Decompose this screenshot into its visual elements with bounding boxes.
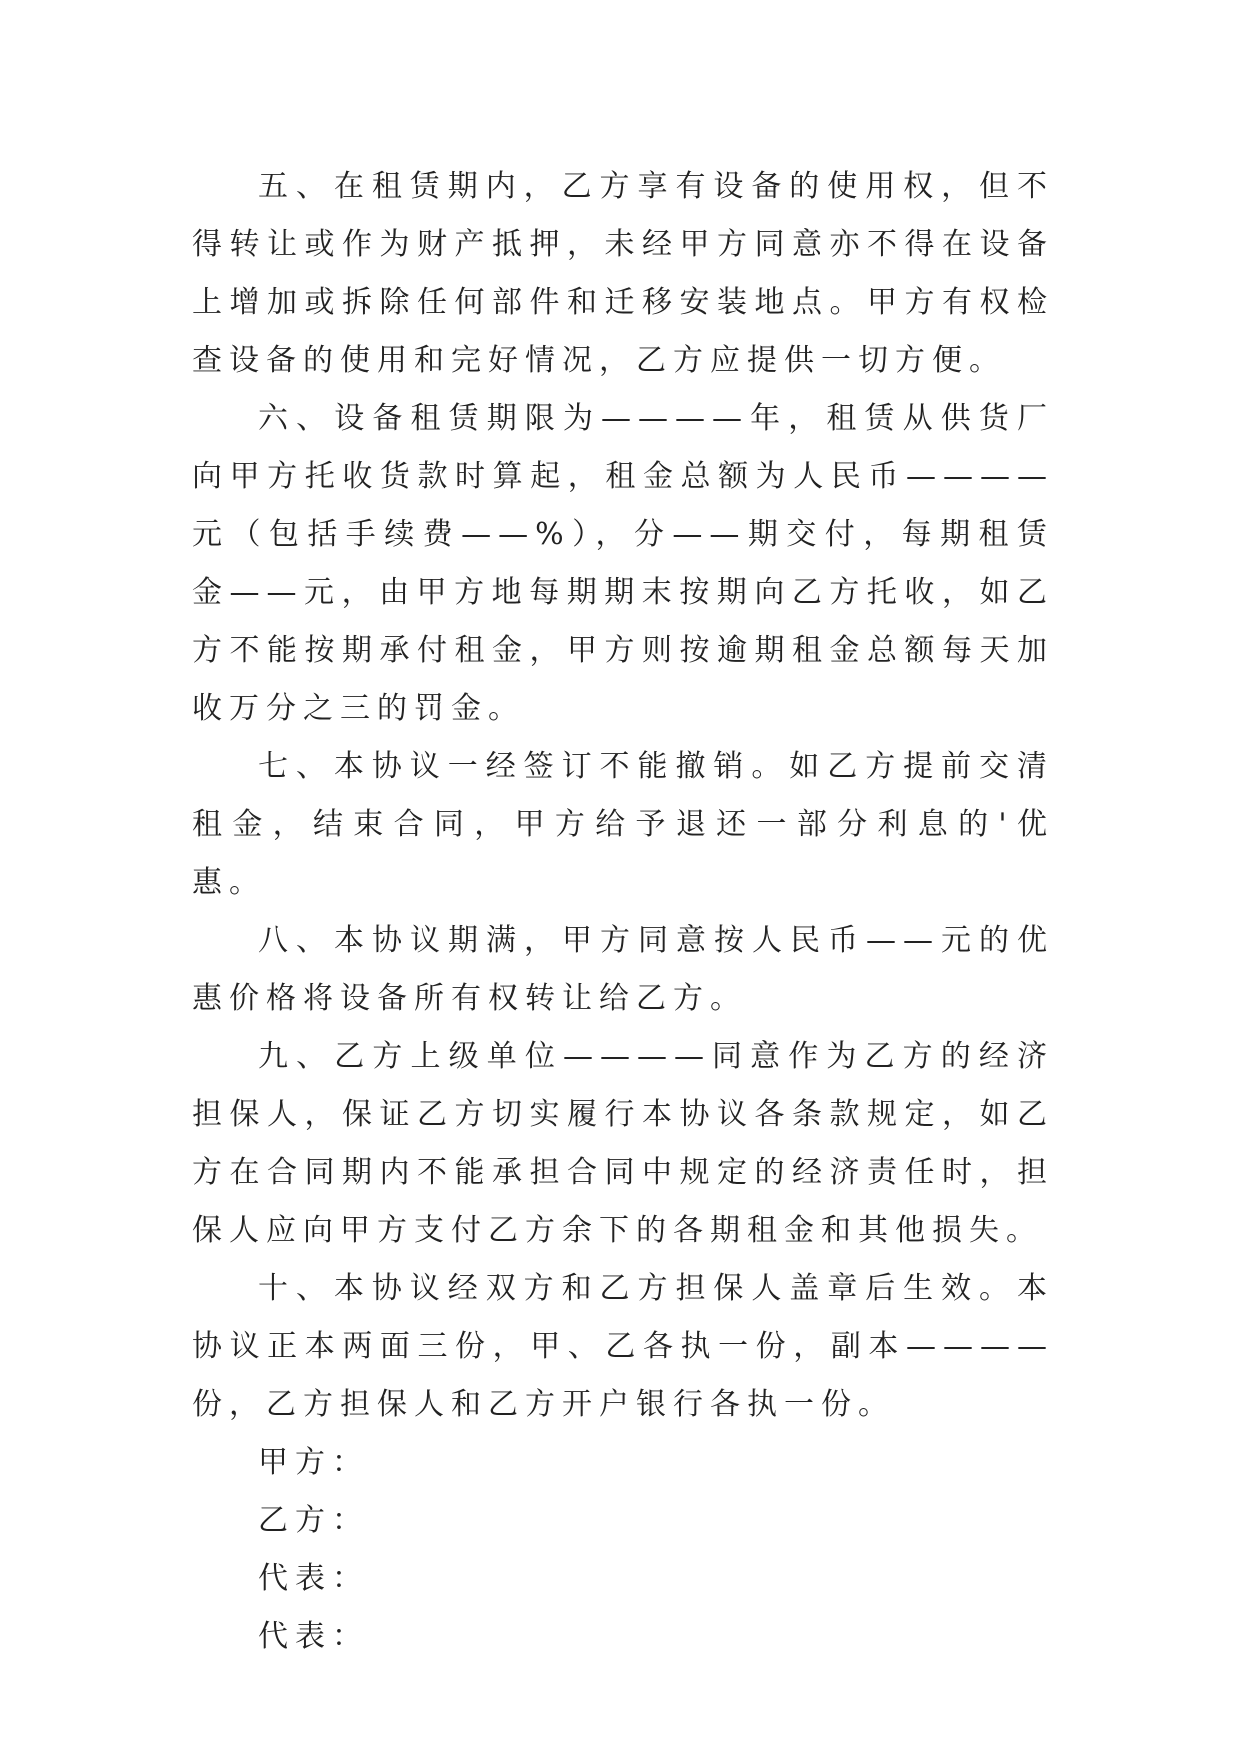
clause-7: 七、本协议一经签订不能撤销。如乙方提前交清租金，结束合同，甲方给予退还一部分利息的'优惠。 [192, 749, 1054, 900]
document-body [192, 158, 1054, 1666]
clause-5: 五、在租赁期内，乙方享有设备的使用权，但不得转让或作为财产抵押，未经甲方同意亦不得在设备上增加或拆除任何部件和迁移安装地点。甲方有权检查设备的使用和完好情况，乙方应提供一切方便。 [192, 169, 1054, 378]
clause-8: 八、本协议期满，甲方同意按人民币——元的优惠价格将设备所有权转让给乙方。 [192, 923, 1054, 1016]
clause-10: 十、本协议经双方和乙方担保人盖章后生效。本协议正本两面三份，甲、乙各执一份，副本————份，乙方担保人和乙方开户银行各执一份。 [192, 1271, 1054, 1422]
clause-9: 九、乙方上级单位————同意作为乙方的经济担保人，保证乙方切实履行本协议各条款规定，如乙方在合同期内不能承担合同中规定的经济责任时，担保人应向甲方支付乙方余下的各期租金和其他损失。 [192, 1039, 1054, 1248]
party-a-label: 甲方： [258, 1445, 369, 1480]
clause-6: 六、设备租赁期限为————年，租赁从供货厂向甲方托收货款时算起，租金总额为人民币————元（包括手续费——%），分——期交付，每期租赁金——元，由甲方地每期期末按期向乙方托收，如乙方不能按期承付租金，甲方则按逾期租金总额每天加收万分之三的罚金。 [192, 401, 1054, 726]
signature-block [192, 1434, 1054, 1666]
representative-a-label: 代表： [258, 1561, 369, 1596]
representative-b-label: 代表： [258, 1619, 369, 1654]
party-b-label: 乙方： [258, 1503, 369, 1538]
